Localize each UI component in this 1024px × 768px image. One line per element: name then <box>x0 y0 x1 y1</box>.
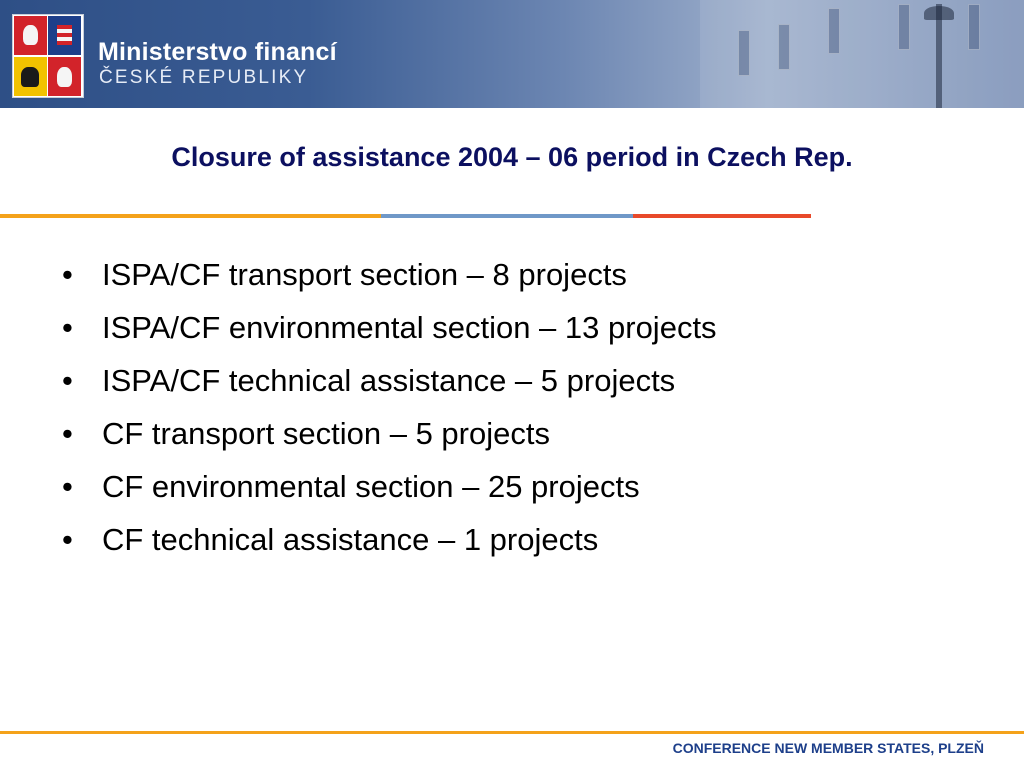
list-item <box>58 407 998 460</box>
building-window <box>828 8 840 54</box>
list-item <box>58 513 998 566</box>
building-window <box>738 30 750 76</box>
eagle-icon <box>21 67 39 87</box>
lion-icon <box>57 67 72 87</box>
divider-red <box>633 214 811 218</box>
list-item-text: CF technical assistance – 1 projects <box>102 522 599 557</box>
list-item-text: ISPA/CF technical assistance – 5 projects <box>102 363 676 398</box>
coat-of-arms-logo <box>12 14 84 98</box>
street-lamp-pole <box>936 4 942 108</box>
lion-icon <box>23 25 38 45</box>
ministry-country: ČESKÉ REPUBLIKY <box>99 67 309 88</box>
list-item <box>58 460 998 513</box>
bullet-icon: • <box>62 469 73 504</box>
bullet-icon: • <box>62 416 73 451</box>
footer-conference-label: CONFERENCE NEW MEMBER STATES, PLZEŇ <box>672 740 984 756</box>
bullet-list <box>58 248 998 566</box>
eagle-checkered-icon <box>57 25 72 45</box>
ministry-name: Ministerstvo financí <box>98 38 337 66</box>
list-item-text: ISPA/CF environmental section – 13 projects <box>102 310 717 345</box>
slide-title: Closure of assistance 2004 – 06 period in Czech Rep. <box>171 142 853 172</box>
building-window <box>778 24 790 70</box>
bullet-icon: • <box>62 257 73 292</box>
header-banner <box>0 0 1024 108</box>
bullet-icon: • <box>62 363 73 398</box>
divider-blue <box>381 214 633 218</box>
footer-divider <box>0 731 1024 734</box>
building-window <box>898 4 910 50</box>
bullet-icon: • <box>62 522 73 557</box>
list-item-text: CF transport section – 5 projects <box>102 416 550 451</box>
list-item <box>58 354 998 407</box>
list-item-text: CF environmental section – 25 projects <box>102 469 640 504</box>
bullet-icon: • <box>62 310 73 345</box>
list-item <box>58 248 998 301</box>
divider-orange <box>0 214 381 218</box>
list-item <box>58 301 998 354</box>
building-window <box>968 4 980 50</box>
list-item-text: ISPA/CF transport section – 8 projects <box>102 257 627 292</box>
